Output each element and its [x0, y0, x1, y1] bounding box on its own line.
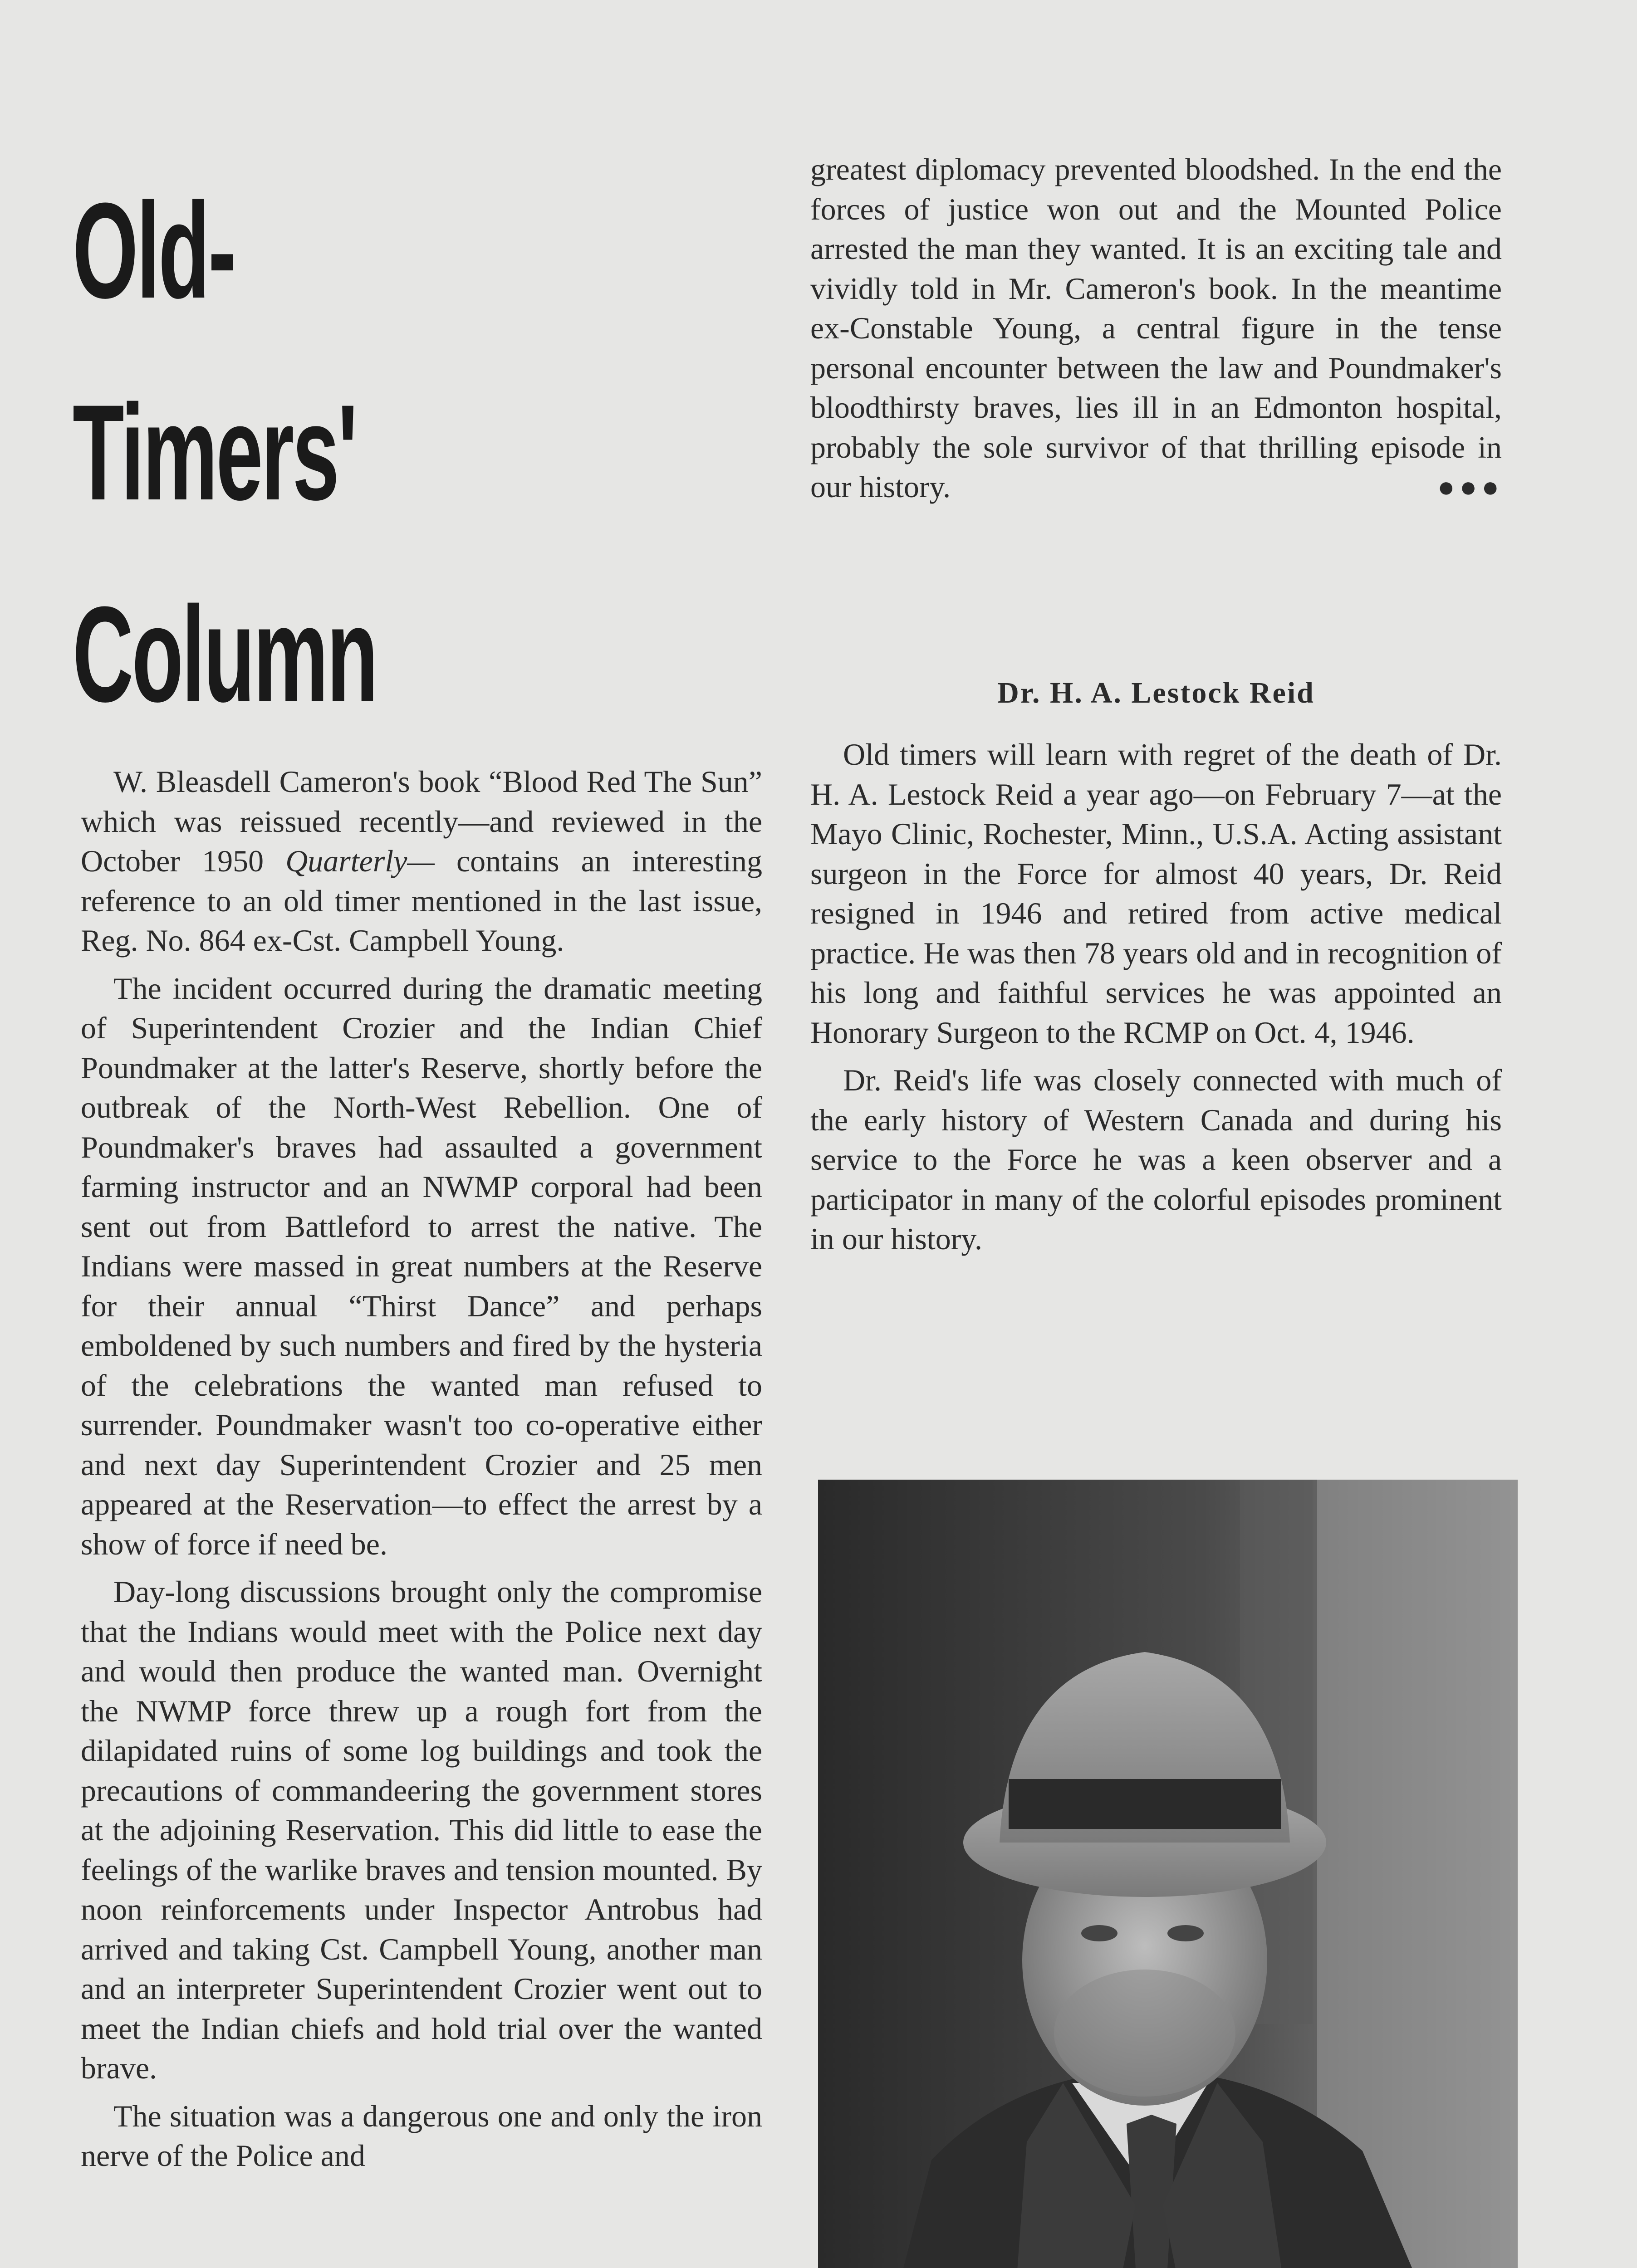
right-column-continuation: [810, 150, 1502, 515]
right-column-reid: [810, 735, 1502, 1267]
section-heading: Dr. H. A. Lestock Reid: [997, 676, 1315, 709]
paragraph-continuation: [810, 150, 1502, 507]
end-mark: ●●●: [1437, 471, 1504, 503]
paragraph-incident: The incident occurred during the dramatic meeting of Superintendent Crozier and the Indian Chief Poundmaker at the latter's Reserve, shortly before the outbreak of the North-West Rebellion. One of Poundmaker's braves had assaulted a government farming instructor and an NWMP corporal had been sent out from Battleford to arrest the native. The Indians were massed in great numbers at the Reserve for their annual “Thirst Dance” and perhaps emboldened by such numbers and fired by the hysteria of the celebrations the wanted man refused to surrender. Poundmaker wasn't too co-operative either and next day Superintendent Crozier and 25 men appeared at the Reservation—to effect the arrest by a show of force if need be.: [81, 971, 762, 1561]
intro-text-a: W. Bleasdell Cameron's book “Blood Red The Sun” which was reissued recently—and reviewed in the October 1950: [81, 764, 762, 878]
title-line-1: Old-: [73, 174, 235, 327]
paragraph-reid-life: Dr. Reid's life was closely connected with much of the early history of Western Canada and during his service to the Force he was a keen observer and a participator in many of the colorful episodes prominent in our history.: [810, 1063, 1502, 1256]
paragraph-intro: [81, 762, 762, 961]
portrait-illustration: [818, 1480, 1518, 2268]
paragraph-discussions: Day-long discussions brought only the compromise that the Indians would meet with the Police next day and would then produce the wanted man. Overnight the NWMP force threw up a rough fort from the dilapidated ruins of some log buildings and took the precautions of commandeering the government stores at the adjoining Reservation. This did little to ease the feelings of the warlike braves and tension mounted. By noon reinforcements under Inspector Antrobus had arrived and taking Cst. Campbell Young, another man and an interpreter Superintendent Crozier went out to meet the Indian chiefs and hold trial over the wanted brave.: [81, 1574, 762, 2085]
left-column: [81, 762, 762, 2184]
intro-text-b: contains an interesting reference to an old timer mentioned in the last issue, Reg. No. 864 ex-Cst. Campbell Young.: [81, 844, 762, 958]
continuation-text: greatest diplomacy prevented bloodshed. In the end the forces of justice won out and the Mounted Police arrested the man they wanted. It is an exciting tale and vividly told in Mr. Cameron's book. In the meantime ex-Constable Young, a central figure in the tense personal encounter between the law and Poundmaker's bloodthirsty braves, lies ill in an Edmonton hospital, probably the sole survivor of that thrilling episode in our history.: [810, 152, 1502, 504]
title-line-3: Column: [73, 578, 377, 730]
paragraph-situation: The situation was a dangerous one and only the iron nerve of the Police and: [81, 2098, 762, 2173]
paragraph-reid-death: Old timers will learn with regret of the death of Dr. H. A. Lestock Reid a year ago—on February 7—at the Mayo Clinic, Rochester, Minn., U.S.A. Acting assistant surgeon in the Force for almost 40 years, Dr. Reid resigned in 1946 and retired from active medical practice. He was then 78 years old and in recognition of his long and faithful services he was appointed an Honorary Surgeon to the RCMP on Oct. 4, 1946.: [810, 737, 1502, 1050]
column-title: [73, 150, 377, 755]
portrait-photo: [818, 1480, 1518, 2268]
title-line-2: Timers': [73, 376, 356, 528]
intro-italic: Quarterly—: [285, 844, 435, 878]
